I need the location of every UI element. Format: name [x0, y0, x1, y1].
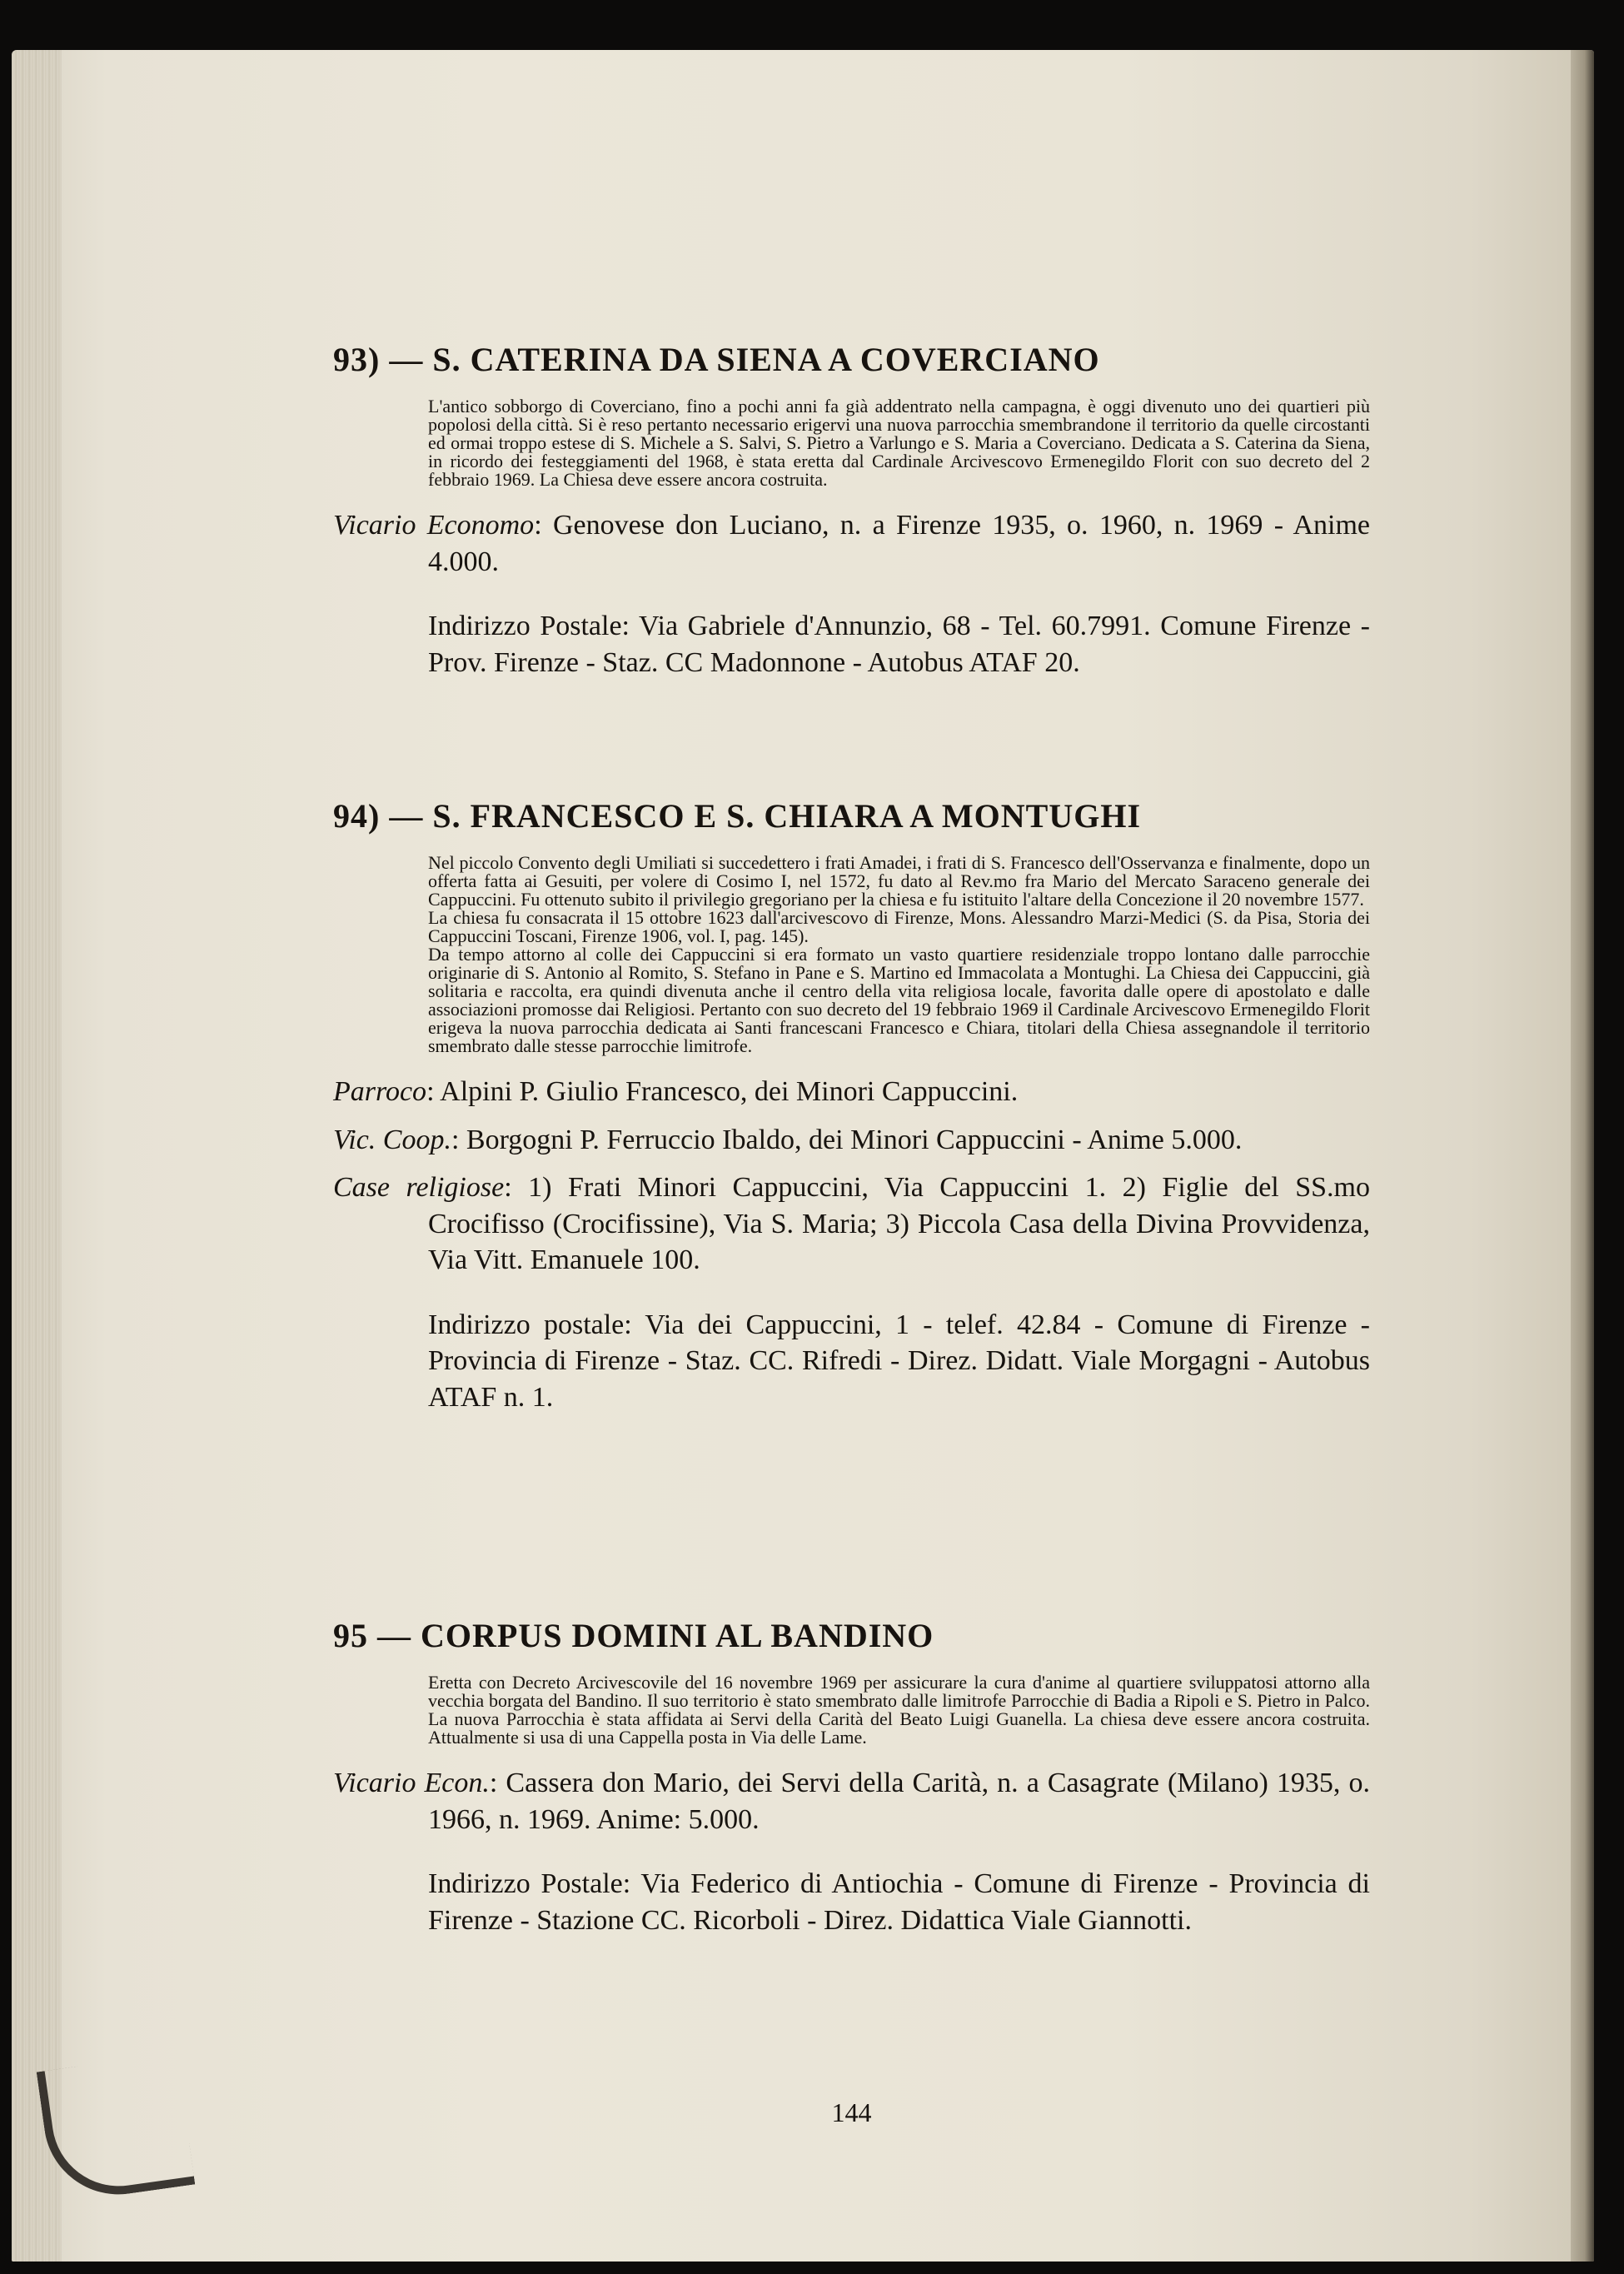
description-paragraph: Nel piccolo Convento degli Umiliati si succedettero i frati Amadei, i frati di S. Francesco dell'Osservanza e finalmente, dopo un offerta fatta ai Gesuiti, per volere di Cosimo I, nel 1572, fu dato al Rev.mo fra Mario del Mercato Saraceno generale dei Cappuccini. Fu ottenuto subito il privilegio gregoriano per la chiesa e fu istituito l'altare della Concezione il 20 novembre 1577. — [428, 852, 1370, 910]
page-number: 144 — [831, 2097, 872, 2127]
entry-text: Alpini P. Giulio Francesco, dei Minori Cappuccini. — [440, 1076, 1019, 1107]
page-gutter-shadow — [1571, 50, 1594, 2262]
entry-label: Vicario Econ. — [333, 1768, 490, 1798]
section-heading: 94) — S. FRANCESCO E S. CHIARA A MONTUGHI — [333, 797, 1142, 835]
postal-address: Indirizzo Postale: Via Gabriele d'Annunzio, 68 - Tel. 60.7991. Comune Firenze - Prov. Firenze - Staz. CC Madonnone - Autobus ATAF 20. — [428, 611, 1370, 678]
entry-label: Parroco — [333, 1076, 427, 1107]
description-text: L'antico sobborgo di Coverciano, fino a pochi anni fa già addentrato nella campagna, è oggi divenuto uno dei quartieri più popolosi della città. Si è reso pertanto necessario erigervi una nuova parrocchia smembrandone il territorio da quelle circostanti ed ormai troppo estese di S. Michele a S. Salvi, S. Pietro a Varlungo e S. Maria a Coverciano. Dedicata a S. Caterina da Siena, in ricordo dei festeggiamenti del 1968, è stata eretta dal Cardinale Arcivescovo Ermenegildo Florit con suo decreto del 2 febbraio 1969. La Chiesa deve essere ancora costruita. — [428, 396, 1370, 490]
postal-address: Indirizzo postale: Via dei Cappuccini, 1 - telef. 42.84 - Comune di Firenze - Provincia di Firenze - Staz. CC. Rifredi - Direz. Didatt. Viale Morgagni - Autobus ATAF n. 1. — [428, 1309, 1370, 1413]
section-heading: 93) — S. CATERINA DA SIENA A COVERCIANO — [333, 341, 1100, 378]
description-paragraph: La chiesa fu consacrata il 15 ottobre 1623 dall'arcivescovo di Firenze, Mons. Alessandro Marzi-Medici (S. da Pisa, Storia dei Cappuccini Toscani, Firenze 1906, vol. I, pag. 145). — [428, 907, 1370, 946]
entry-label: Vicario Economo — [333, 510, 535, 541]
entry-parroco: Parroco: Alpini P. Giulio Francesco, dei Minori Cappuccini. — [333, 1076, 1019, 1107]
section-description — [428, 854, 1370, 1055]
description-text: Eretta con Decreto Arcivescovile del 16 novembre 1969 per assicurare la cura d'anime al quartiere sviluppatosi attorno alla vecchia borgata del Bandino. Il suo territorio è stato smembrato dalle limitrofe Parrocchie di Badia a Ripoli e S. Pietro in Palco. La nuova Parrocchia è stata affidata ai Servi della Carità del Beato Luigi Guanella. La chiesa deve essere ancora costruita. Attualmente si usa di una Cappella posta in Via delle Lame. — [428, 1672, 1370, 1748]
entry-text: Cassera don Mario, dei Servi della Carità, n. a Casagrate (Milano) 1935, o. 1966, n. 1969. Anime: 5.000. — [428, 1768, 1370, 1835]
entry-text: 1) Frati Minori Cappuccini, Via Cappuccini 1. 2) Figlie del SS.mo Crocifisso (Crocifissine), Via S. Maria; 3) Piccola Casa della Divina Provvidenza, Via Vitt. Emanuele 100. — [428, 1172, 1370, 1276]
entry-case-religiose: Case religiose: 1) Frati Minori Cappuccini, Via Cappuccini 1. 2) Figlie del SS.mo Crocifisso (Crocifissine), Via S. Maria; 3) Piccola Casa della Divina Provvidenza, Via Vitt. Emanuele 100. — [333, 1172, 1370, 1276]
book-page — [12, 50, 1594, 2262]
entry-text: Genovese don Luciano, n. a Firenze 1935, o. 1960, n. 1969 - Anime 4.000. — [428, 510, 1371, 577]
page-stack-edge — [12, 50, 62, 2262]
entry-text: Borgogni P. Ferruccio Ibaldo, dei Minori Cappuccini - Anime 5.000. — [466, 1124, 1243, 1155]
entry-vic-coop: Vic. Coop.: Borgogni P. Ferruccio Ibaldo, dei Minori Cappuccini - Anime 5.000. — [333, 1124, 1243, 1155]
section-description — [428, 397, 1370, 489]
entry-vicario-econ: Vicario Econ.: Cassera don Mario, dei Servi della Carità, n. a Casagrate (Milano) 1935, o. 1966, n. 1969. Anime: 5.000. — [333, 1768, 1370, 1835]
entry-label: Vic. Coop. — [333, 1124, 451, 1155]
section-description — [428, 1673, 1370, 1747]
page-content — [333, 340, 1371, 2127]
section-heading: 95 — CORPUS DOMINI AL BANDINO — [333, 1617, 934, 1654]
section-95 — [333, 1616, 1370, 1978]
postal-address: Indirizzo Postale: Via Federico di Antiochia - Comune di Firenze - Provincia di Firenze - Stazione CC. Ricorboli - Direz. Didattica Viale Giannotti. — [428, 1868, 1370, 1936]
entry-label: Case religiose — [333, 1172, 505, 1204]
section-94 — [333, 796, 1370, 1455]
entry-vicario-economo: Vicario Economo: Genovese don Luciano, n. a Firenze 1935, o. 1960, n. 1969 - Anime 4.000. — [333, 510, 1371, 577]
section-93 — [333, 340, 1370, 681]
description-paragraph: Da tempo attorno al colle dei Cappuccini si era formato un vasto quartiere residenziale troppo lontano dalle parrocchie originarie di S. Antonio al Romito, S. Stefano in Pane e S. Martino ed Immacolata a Montughi. La Chiesa dei Cappuccini, già solitaria e raccolta, era quindi divenuta anche il centro della vita religiosa locale, favorita dalle opere di apostolato e dalle associazioni promosse dai Religiosi. Pertanto con suo decreto del 19 febbraio 1969 il Cardinale Arcivescovo Ermenegildo Florit erigeva la nuova parrocchia dedicata ai Santi francescani Francesco e Chiara, titolari della Chiesa assegnandole il territorio smembrato dalle stesse parrocchie limitrofe. — [428, 944, 1370, 1056]
